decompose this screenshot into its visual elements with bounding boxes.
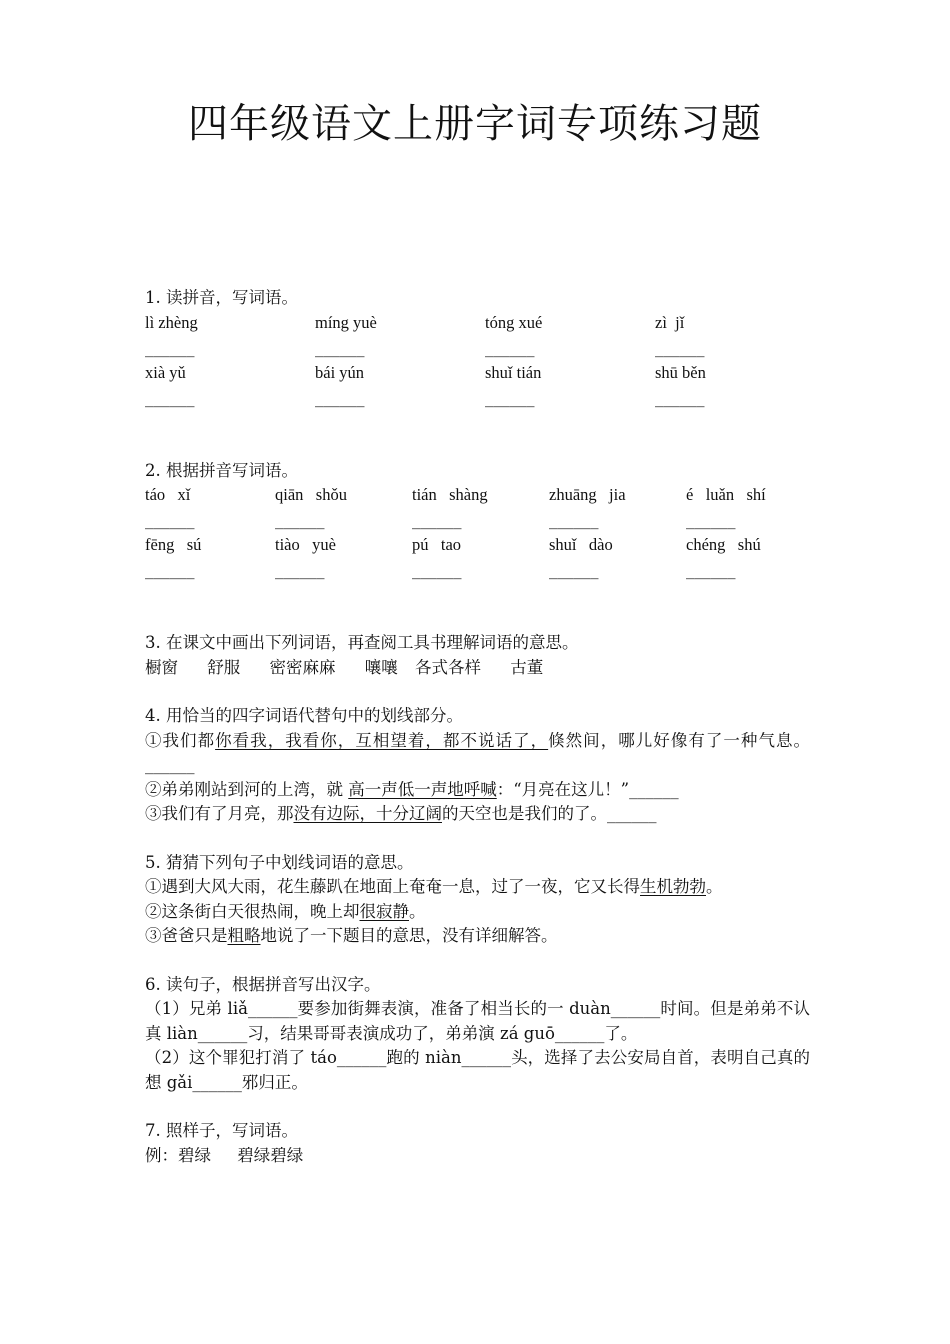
question-7-heading: 7. 照样子，写词语。	[145, 1121, 298, 1140]
pinyin-item: míng yuè	[315, 312, 377, 332]
question-4-heading: 4. 用恰当的四字词语代替句中的划线部分。	[145, 706, 463, 725]
question-6-heading: 6. 读句子，根据拼音写出汉字。	[145, 974, 381, 994]
sentence-1: ①遇到大风大雨，花生藤趴在地面上奄奄一息，过了一夜，它又长得生机勃勃。	[145, 877, 723, 896]
pinyin-item: shuǐ tián	[485, 362, 542, 382]
answer-blank[interactable]: ______	[549, 510, 599, 529]
underlined-word: 生机勃勃	[640, 877, 706, 896]
sentence-1: ①我们都你看我，我看你，互相望着，都不说话了，倏然间，哪儿好像有了一种气息。______	[145, 730, 811, 774]
pinyin-item: tián shàng	[412, 485, 488, 504]
word-item: 各式各样	[415, 657, 481, 677]
question-5-heading: 5. 猜猜下列句子中划线词语的意思。	[145, 852, 414, 872]
answer-blank[interactable]: ______	[655, 387, 705, 407]
pinyin-item: fēng sú	[145, 535, 202, 554]
sentence-2: ②弟弟刚站到河的上湾，就 高一声低一声地呼喊：“月亮在这儿！”______	[145, 779, 679, 799]
question-7	[145, 1119, 810, 1168]
page-title: 四年级语文上册字词专项练习题	[188, 101, 762, 147]
answer-blank[interactable]: ______	[485, 387, 535, 407]
question-1-heading: 1. 读拼音，写词语。	[145, 288, 298, 307]
pinyin-item: é luǎn shí	[686, 485, 766, 504]
sentence-3: ③我们有了月亮，那没有边际，十分辽阔的天空也是我们的了。______	[145, 804, 657, 823]
answer-blank[interactable]: ______	[686, 560, 736, 579]
answer-blank[interactable]: ______	[275, 510, 325, 529]
question-5	[145, 851, 810, 949]
pinyin-item: qiān shǒu	[275, 485, 347, 504]
pinyin-item: tóng xué	[485, 312, 543, 332]
underlined-phrase: 你看我，我看你，互相望着，都不说话了，	[215, 730, 549, 750]
question-4	[145, 704, 810, 827]
paragraph-1: （1）兄弟 liǎ______要参加街舞表演，准备了相当长的一 duàn______时间。但是弟弟不认真 liàn______习，结果哥哥表演成功了，弟弟演 zá guō______了。	[145, 999, 810, 1043]
worksheet-body	[145, 286, 810, 1168]
pinyin-item: bái yún	[315, 362, 365, 382]
question-6	[145, 973, 810, 1096]
word-item: 橱窗	[145, 657, 178, 677]
pinyin-item: shuǐ dào	[549, 535, 613, 554]
answer-blank[interactable]: ______	[315, 387, 365, 407]
pinyin-item: chéng shú	[686, 535, 761, 554]
answer-blank[interactable]: ______	[315, 337, 365, 357]
pinyin-item: shū běn	[655, 362, 706, 382]
question-1	[145, 286, 810, 411]
underlined-word: 粗略	[227, 926, 261, 945]
question-3	[145, 631, 810, 680]
word-list	[145, 656, 810, 681]
answer-blank[interactable]: ______	[655, 337, 705, 357]
answer-blank[interactable]: ______	[412, 510, 462, 529]
pinyin-item: táo xǐ	[145, 485, 191, 504]
answer-blank[interactable]: ______	[549, 560, 599, 579]
question-3-heading: 3. 在课文中画出下列词语，再查阅工具书理解词语的意思。	[145, 633, 579, 652]
underlined-phrase: 高一声低一声地呼喊	[348, 779, 497, 799]
answer-blank[interactable]: ______	[686, 510, 736, 529]
answer-blank[interactable]: ______	[485, 337, 535, 357]
pinyin-item: tiào yuè	[275, 535, 336, 554]
pinyin-item: lì zhèng	[145, 312, 198, 332]
answer-blank[interactable]: ______	[145, 510, 195, 529]
question-2-heading: 2. 根据拼音写词语。	[145, 460, 298, 480]
underlined-phrase: 没有边际，十分辽阔	[293, 804, 442, 823]
answer-blank[interactable]: ______	[145, 387, 195, 407]
pinyin-item: xià yǔ	[145, 362, 186, 382]
question-2	[145, 459, 810, 584]
pinyin-item: pú tao	[412, 535, 462, 554]
word-item: 密密麻麻	[269, 657, 336, 677]
word-item: 古董	[510, 657, 544, 677]
word-item: 嚷嚷	[364, 657, 398, 677]
pinyin-grid-2	[145, 483, 810, 583]
answer-blank[interactable]: ______	[275, 560, 325, 579]
answer-blank[interactable]: ______	[412, 560, 462, 579]
underlined-word: 很寂静	[359, 901, 409, 921]
pinyin-item: zì jǐ	[655, 312, 685, 332]
pinyin-item: zhuāng jia	[549, 485, 626, 504]
paragraph-2: （2）这个罪犯打消了 táo______跑的 niàn______头，选择了去公安局自首，表明自己真的想 gǎi______邪归正。	[145, 1048, 810, 1092]
pinyin-grid-1	[145, 311, 810, 411]
sentence-2: ②这条街白天很热闹，晚上却很寂静。	[145, 901, 426, 921]
sentence-3: ③爸爸只是粗略地说了一下题目的意思，没有详细解答。	[145, 926, 558, 945]
answer-blank[interactable]: ______	[145, 337, 195, 357]
word-item: 舒服	[207, 657, 241, 677]
answer-blank[interactable]: ______	[145, 560, 195, 579]
example-line: 例：碧绿 碧绿碧绿	[145, 1145, 304, 1165]
